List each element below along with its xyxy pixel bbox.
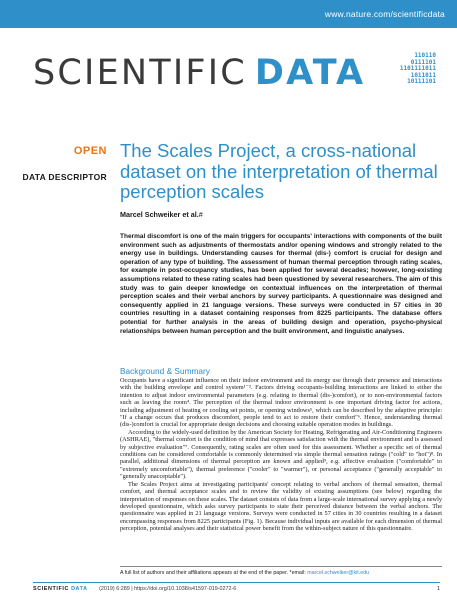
body-paragraph: According to the widely-used definition by the American Society for Heating, Refrigerating and Air-Conditioning Engineers (ASHRAE), "thermal comfort is the condition of mind that expresses satisfaction with the thermal environment and is assessed by subjective evaluation"⁷. Consequently, rating scales are often used for this assessment. Whether a specific set of thermal conditions can be considered comfortable is commonly determined via simple thermal sensation ratings ("cold" to "hot")⁸. In parallel, additional dimensions of thermal perception are known and applied⁹, e.g. affective evaluation ("comfortable" to "extremely uncomfortable"), thermal preference ("cooler" to "warmer"), or personal acceptance ("generally acceptable" to "generally unacceptable"). <box>120 428 442 481</box>
footer-brand <box>33 586 88 592</box>
footnote-text: A full list of authors and their affiliations appears at the end of the paper. *email: <box>120 570 308 576</box>
masthead-data: DATA <box>254 53 366 93</box>
page-number: 1 <box>437 586 440 592</box>
footer-brand-scientific: SCIENTIFIC <box>33 586 69 592</box>
author-email-link[interactable]: marcel.schweiker@kit.edu <box>307 570 370 576</box>
author-line <box>120 210 203 219</box>
top-header-bar <box>0 0 457 28</box>
binary-line: 110110 <box>414 52 436 59</box>
footnote <box>120 570 450 576</box>
article-title: The Scales Project, a cross-national dataset on the interpretation of thermal perception scales <box>120 140 438 202</box>
footer-brand-data: DATA <box>71 586 88 592</box>
author-mark: # <box>198 210 203 219</box>
article-type-label: DATA DESCRIPTOR <box>22 172 107 182</box>
binary-logo-pattern <box>378 53 436 86</box>
page-footer <box>33 586 440 596</box>
footnote-divider <box>120 566 442 567</box>
journal-masthead <box>33 53 365 93</box>
body-paragraph: The Scales Project aims at investigating participants' concept relating to verbal anchors of thermal sensation, thermal comfort, and thermal acceptance scales and to review the validity of existing assumptions (see below) regarding the interpretation of responses on these scales. The dataset consists of data from a large-scale international survey applying a newly developed questionnaire, which asks survey participants to state their perceived distance between the verbal anchors. The questionnaire was applied in 21 language versions. Surveys were conducted in 57 cities in 30 countries resulting in a dataset encompassing responses from 8225 participants (Fig. 1). Because individual inputs are available for each dimension of thermal perception, potential analyses and their statistical power benefit from the within-subject nature of this questionnaire. <box>120 480 442 533</box>
abstract: Thermal discomfort is one of the main triggers for occupants' interactions with components of the built environment such as adjustments of thermostats and/or opening windows and strongly related to the energy use in buildings. Understanding causes for thermal (dis-) comfort is crucial for design and operation of any type of building. The assessment of human thermal perception through rating scales, for example in post-occupancy studies, has been applied for several decades; however, long-existing assumptions related to these rating scales had been questioned by several researchers. The aim of this study was to gain deeper knowledge on contextual influences on the interpretation of thermal perception scales and their verbal anchors by survey participants. A questionnaire was designed and consequently applied in 21 language versions. These surveys were conducted in 57 cities in 30 countries resulting in a dataset containing responses from 8225 participants. The database offers potential for further analysis in the areas of building design and operation, psycho-physical relationships between human perception and the built environment, and linguistic analyses. <box>120 233 442 335</box>
masthead-scientific: SCIENTIFIC <box>33 53 247 93</box>
footer-citation[interactable]: (2019) 6:289 | https://doi.org/10.1038/s41597-019-0272-6 <box>99 586 237 592</box>
body-text <box>120 377 442 533</box>
section-heading: Background & Summary <box>120 366 210 376</box>
binary-line: 10111101 <box>407 78 436 86</box>
open-access-label: OPEN <box>73 145 107 157</box>
footer-divider <box>33 582 440 583</box>
binary-line: 0111101 <box>410 58 436 66</box>
author-name[interactable]: Marcel Schweiker et al. <box>120 210 199 219</box>
binary-line: 1011011 <box>410 71 436 79</box>
binary-line: 1101111011 <box>399 65 436 73</box>
body-paragraph: Occupants have a significant influence on their indoor environment and its energy use through their presence and interactions with the building envelope and control system¹⁻³. Factors driving occupants-building interactions are linked to either the intention to adjust indoor environmental parameters (e.g. relating to thermal (dis-)comfort), or to non-environmental factors such as leaving the room⁴. The perception of the thermal indoor environment is one important driving factor for actions, including adjustment of heating or cooling set points, or opening windows⁵, which can be described by the adaptive principle: "If a change occurs that produces discomfort, people tend to act to restore their comfort"⁶. Hence, understanding thermal (dis-)comfort is crucial for appropriate design decisions and choosing suitable operation modes in buildings. <box>120 377 442 429</box>
journal-url-link[interactable]: www.nature.com/scientificdata <box>324 9 445 19</box>
